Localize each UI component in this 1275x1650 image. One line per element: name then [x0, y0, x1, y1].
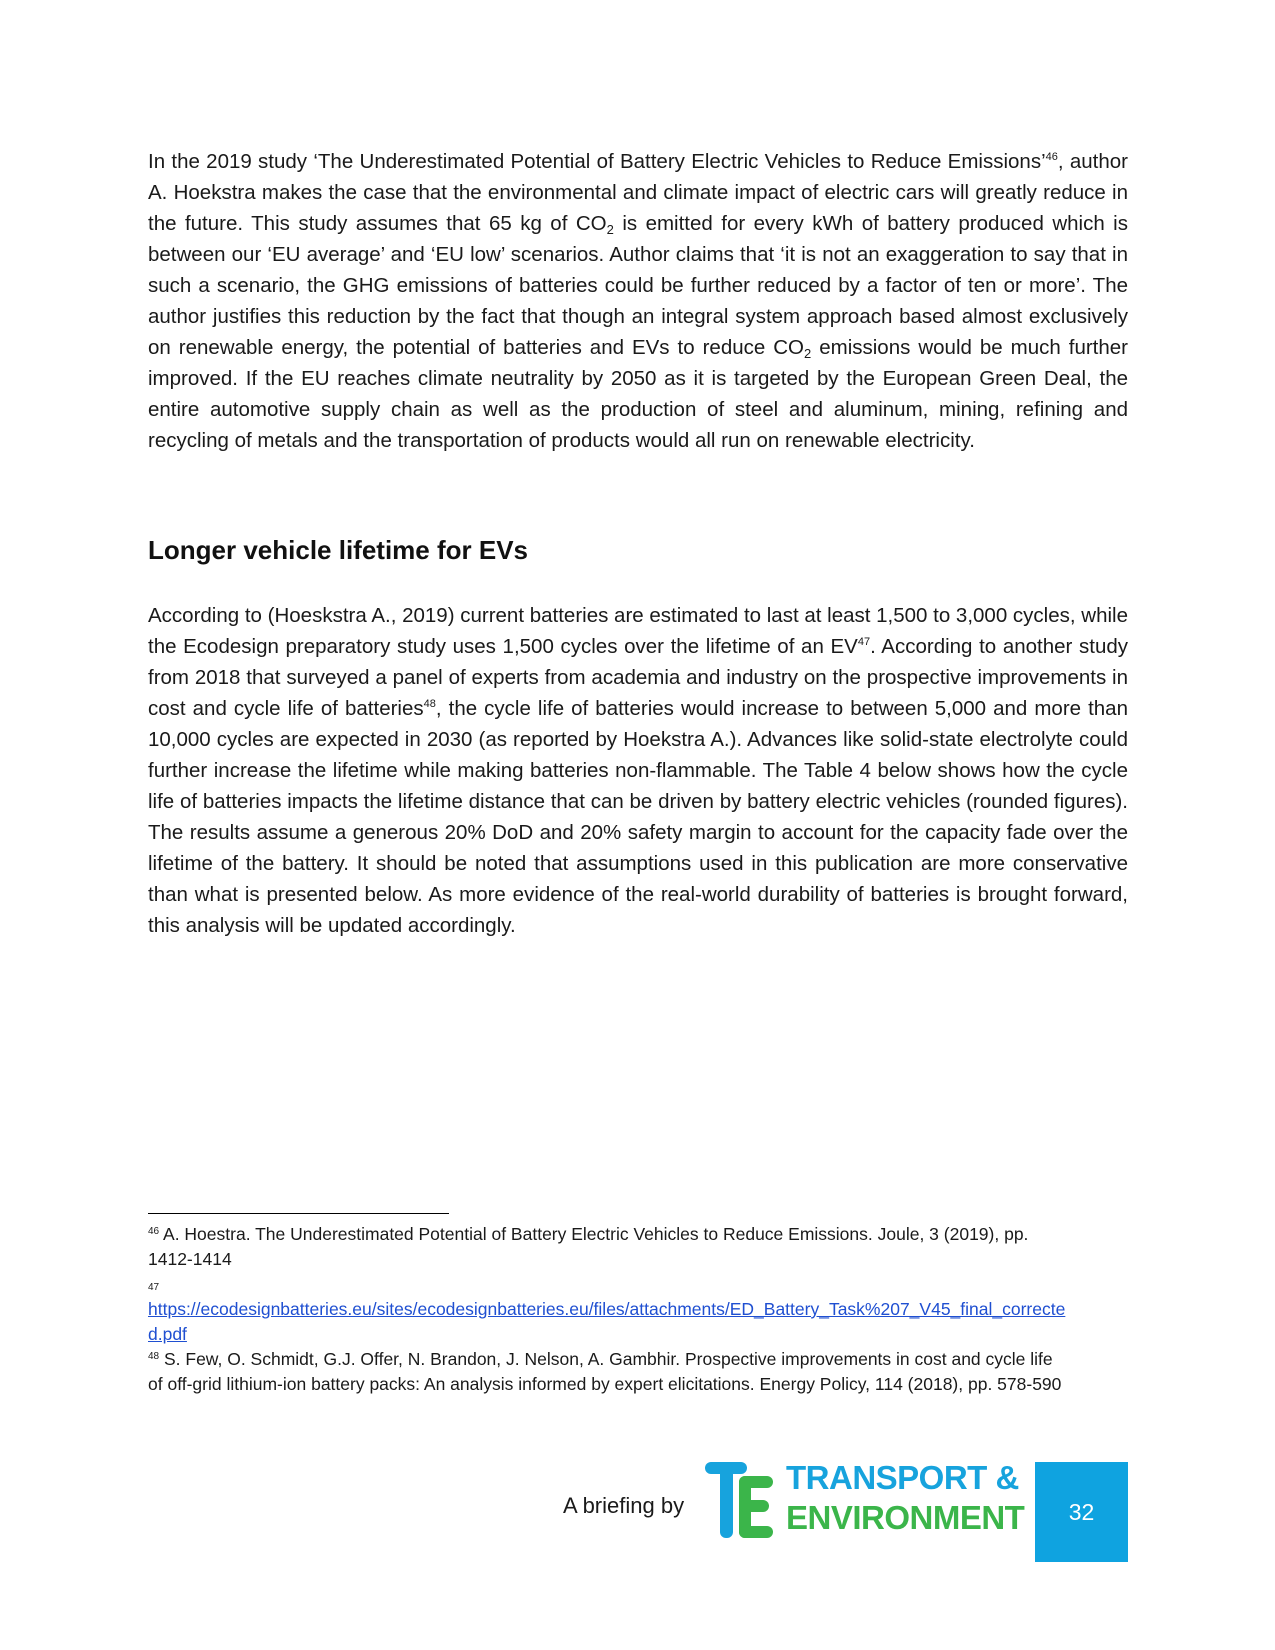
p1-text-4: emissions would be much further improved. If the EU reaches climate neutrality by 2050 as it is targeted by the European Green Deal, the entire automotive supply chain as well as the production of steel and aluminum, mining, refining and recycling of metals and the transportation of products would all run on renewable electricity. — [148, 336, 1128, 452]
footnotes — [148, 1222, 1068, 1397]
co2-subscript: 2 — [804, 346, 812, 361]
p2-text-2: . According to another study from 2018 that surveyed a panel of experts from academia and industry on the prospective improvements in cost and cycle life of batteries — [148, 635, 1128, 720]
footnote-ref-46[interactable]: 46 — [1045, 151, 1058, 163]
briefing-label: A briefing by — [563, 1493, 685, 1518]
footnote-46 — [148, 1222, 1068, 1272]
p1-text-3: is emitted for every kWh of battery produced which is between our ‘EU average’ and ‘EU low’ scenarios. Author claims that ‘it is not an exaggeration to say that in such a scenario, the GHG emissions of batteries could be further reduced by a factor of ten or more’. The author justifies this reduction by the fact that though an integral system approach based almost exclusively on renewable energy, the potential of batteries and EVs to reduce CO — [148, 212, 1128, 359]
te-logo-icon — [705, 1462, 775, 1538]
co2-subscript: 2 — [606, 222, 614, 237]
te-logo-wordmark — [786, 1458, 1024, 1538]
footnote-48 — [148, 1347, 1068, 1397]
footnote-number: 48 — [148, 1351, 160, 1362]
paragraph-hoekstra-study — [148, 146, 1128, 456]
p1-text-1: In the 2019 study ‘The Underestimated Potential of Battery Electric Vehicles to Reduce Emissions’ — [148, 150, 1046, 173]
section-heading: Longer vehicle lifetime for EVs — [148, 535, 528, 565]
logo-line-transport: TRANSPORT & — [786, 1459, 1019, 1496]
p2-text-3: , the cycle life of batteries would increase to between 5,000 and more than 10,000 cycles are expected in 2030 (as reported by Hoekstra A.). Advances like solid-state electrolyte could further increase the lifetime while making batteries non-flammable. The Table 4 below shows how the cycle life of batteries impacts the lifetime distance that can be driven by battery electric vehicles (rounded figures). The results assume a generous 20% DoD and 20% safety margin to account for the capacity fade over the lifetime of the battery. It should be noted that assumptions used in this publication are more conservative than what is presented below. As more evidence of the real-world durability of batteries is brought forward, this analysis will be updated accordingly. — [148, 697, 1128, 937]
p2-text-1: According to (Hoeskstra A., 2019) current batteries are estimated to last at least 1,500 to 3,000 cycles, while the Ecodesign preparatory study uses 1,500 cycles over the lifetime of an EV — [148, 604, 1128, 658]
footnote-ref-48[interactable]: 48 — [423, 698, 436, 710]
p1-text-2: , author A. Hoekstra makes the case that the environmental and climate impact of electric cars will greatly reduce in the future. This study assumes that 65 kg of CO — [148, 150, 1128, 235]
page-number: 32 — [1035, 1462, 1128, 1562]
footnote-text: A. Hoestra. The Underestimated Potential of Battery Electric Vehicles to Reduce Emissions. Joule, 3 (2019), pp. 1412-1414 — [148, 1224, 1029, 1269]
footnote-47 — [148, 1272, 1068, 1347]
footnote-number: 46 — [148, 1226, 160, 1237]
paragraph-vehicle-lifetime — [148, 600, 1128, 941]
logo-line-environment: ENVIRONMENT — [786, 1499, 1025, 1536]
footnote-text: S. Few, O. Schmidt, G.J. Offer, N. Brandon, J. Nelson, A. Gambhir. Prospective improvements in cost and cycle life of off-grid lithium-ion battery packs: An analysis informed by expert elicitations. Energy Policy, 114 (2018), pp. 578-590 — [148, 1349, 1062, 1394]
footnote-link[interactable]: https://ecodesignbatteries.eu/sites/ecodesignbatteries.eu/files/attachments/ED_Battery_Task%207_V45_final_corrected.pdf — [148, 1299, 1066, 1344]
footnote-ref-47[interactable]: 47 — [857, 636, 871, 648]
footnote-number: 47 — [148, 1282, 160, 1293]
footnote-divider — [148, 1213, 449, 1214]
